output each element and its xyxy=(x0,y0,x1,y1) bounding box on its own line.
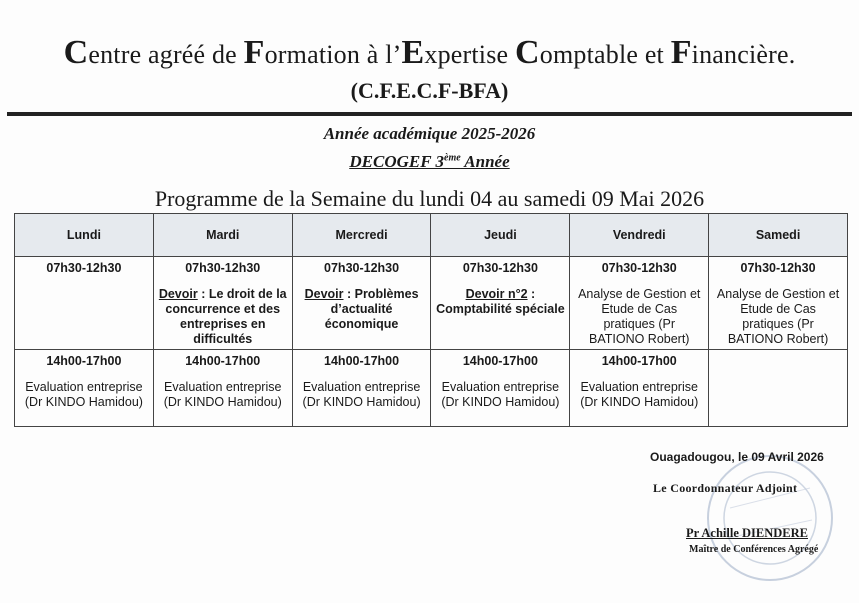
morning-row xyxy=(15,257,848,350)
table-header-row xyxy=(15,214,848,257)
institution-abbreviation: (C.F.E.C.F-BFA) xyxy=(350,78,509,103)
schedule-table xyxy=(14,213,848,427)
afternoon-row xyxy=(15,350,848,427)
schedule-cell: 14h00-17h00 Evaluation entreprise (Dr KINDO Hamidou) xyxy=(15,350,154,427)
day-header: Samedi xyxy=(709,214,848,257)
day-header: Jeudi xyxy=(431,214,570,257)
schedule-cell: 07h30-12h30 Devoir : Problèmes d’actualité économique xyxy=(292,257,431,350)
signatory-name: Pr Achille DIENDERE xyxy=(686,526,808,540)
day-header: Vendredi xyxy=(570,214,709,257)
day-header: Lundi xyxy=(15,214,154,257)
schedule-cell: 14h00-17h00 Evaluation entreprise (Dr KINDO Hamidou) xyxy=(431,350,570,427)
day-header: Mercredi xyxy=(292,214,431,257)
schedule-cell: 14h00-17h00 Evaluation entreprise (Dr KINDO Hamidou) xyxy=(153,350,292,427)
schedule-cell: 14h00-17h00 Evaluation entreprise (Dr KINDO Hamidou) xyxy=(570,350,709,427)
class-level: DECOGEF 3ème Année xyxy=(349,152,510,171)
official-stamp xyxy=(700,448,840,588)
program-title: Programme de la Semaine du lundi 04 au samedi 09 Mai 2026 xyxy=(154,186,705,211)
schedule-cell: 07h30-12h30 Analyse de Gestion et Etude de Cas pratiques (Pr BATIONO Robert) xyxy=(570,257,709,350)
signatory-role: Le Coordonnateur Adjoint xyxy=(653,481,798,495)
header-divider xyxy=(7,112,852,116)
institution-title: Centre agréé de Formation à l’Expertise Comptable et Financière. xyxy=(63,34,796,71)
schedule-cell: 07h30-12h30 Devoir : Le droit de la concurrence et des entreprises en difficultés xyxy=(153,257,292,350)
academic-year: Année académique 2025-2026 xyxy=(323,124,536,143)
schedule-cell: 14h00-17h00 Evaluation entreprise (Dr KINDO Hamidou) xyxy=(292,350,431,427)
signatory-title: Maître de Conférences Agrégé xyxy=(689,544,819,555)
schedule-cell: 07h30-12h30 Devoir n°2 : Comptabilité spéciale xyxy=(431,257,570,350)
place-date: Ouagadougou, le 09 Avril 2026 xyxy=(650,450,824,464)
schedule-cell: 07h30-12h30 Analyse de Gestion et Etude de Cas pratiques (Pr BATIONO Robert) xyxy=(709,257,848,350)
schedule-cell xyxy=(709,350,848,427)
schedule-cell: 07h30-12h30 xyxy=(15,257,154,350)
day-header: Mardi xyxy=(153,214,292,257)
